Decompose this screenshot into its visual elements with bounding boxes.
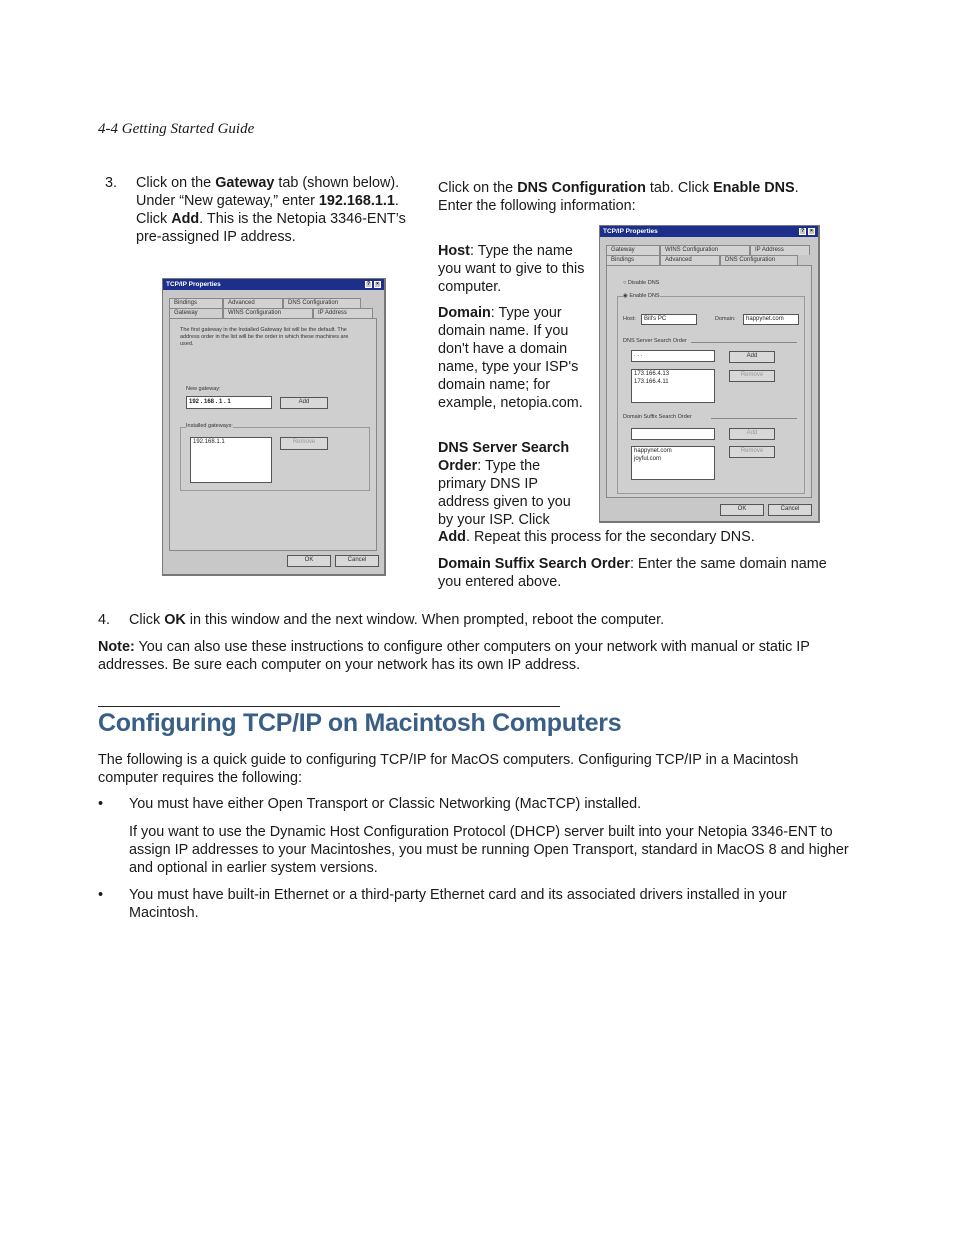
dns-dialog-screenshot <box>599 225 820 523</box>
domain-suffix-paragraph: Domain Suffix Search Order: Enter the same domain name you entered above. <box>438 556 827 590</box>
installed-gateways-list: 192.168.1.1 <box>190 437 272 483</box>
new-gateway-input: 192 . 168 . 1 . 1 <box>186 396 272 409</box>
remove-button-suffix: Remove <box>729 446 775 458</box>
dialog-title-bar: TCP/IP Properties ? × <box>163 279 384 290</box>
section-intro: The following is a quick guide to configuring TCP/IP for MacOS computers. Configuring TCP/IP in a Macintosh computer requires the following: <box>98 752 799 786</box>
note-paragraph: Note: You can also use these instructions to configure other computers on your network with manual or static IP addresses. Be sure each computer on your network has its own IP address. <box>98 639 810 673</box>
bullet-marker: • <box>98 796 104 812</box>
new-gateway-label: New gateway: <box>186 386 221 392</box>
bullet-marker: • <box>98 887 104 903</box>
dns-tab-pane <box>606 265 812 498</box>
gateway-tab-pane <box>169 318 377 551</box>
dns-server-input: . . . <box>631 350 715 362</box>
dns-server-order-label: DNS Server Search Order <box>623 338 690 345</box>
dns-server-order-paragraph: DNS Server Search Order: Type the primary DNS IP address given to you by your ISP. Click <box>438 440 571 528</box>
cancel-button: Cancel <box>335 555 379 567</box>
close-icon: × <box>808 228 815 235</box>
add-button-disabled: Add <box>729 428 775 440</box>
step-4-text: Click OK in this window and the next window. When prompted, reboot the computer. <box>129 612 665 628</box>
domain-suffix-label: Domain Suffix Search Order <box>623 414 695 421</box>
installed-gateways-label: Installed gateways: <box>186 423 233 429</box>
ok-button: OK <box>287 555 331 567</box>
host-input: Bill's PC <box>641 314 697 325</box>
remove-button: Remove <box>729 370 775 382</box>
running-head: 4-4 Getting Started Guide <box>98 121 255 137</box>
divider <box>691 342 797 343</box>
gateway-description: The first gateway in the Installed Gateway list will be the default. The address order in the list will be the order in which these machines are used. <box>180 327 349 347</box>
dialog-title-bar: TCP/IP Properties ? × <box>600 226 818 237</box>
help-icon: ? <box>800 228 805 234</box>
bullet-2: You must have built-in Ethernet or a third-party Ethernet card and its associated drivers installed in your Macintosh. <box>129 887 787 921</box>
dns-server-list: 173.166.4.13 173.166.4.11 <box>631 369 715 403</box>
bullet-1-sub: If you want to use the Dynamic Host Configuration Protocol (DHCP) server built into your Netopia 3346-ENT to assign IP addresses to your Macintoshes, you must be running Open Transport, standard in MacOS 8 and higher and optional in earlier system versions. <box>129 824 849 876</box>
tab-row-top: Gateway WINS Configuration IP Address <box>606 245 810 255</box>
tab-row-top: Bindings Advanced DNS Configuration <box>169 298 361 308</box>
add-button: Add <box>729 351 775 363</box>
step-3-number: 3. <box>105 175 118 191</box>
dns-server-order-continued: Add. Repeat this process for the secondary DNS. <box>438 529 755 545</box>
enable-dns-radio: ◉ Enable DNS <box>623 293 660 299</box>
domain-input: happynet.com <box>743 314 799 325</box>
disable-dns-radio: ○ Disable DNS <box>623 280 660 286</box>
tab-row-bottom: Gateway WINS Configuration IP Address <box>169 308 373 318</box>
domain-label: Domain: <box>715 316 736 322</box>
gateway-dialog-screenshot <box>162 278 386 576</box>
step-4-number: 4. <box>98 612 111 628</box>
step-3-text: Click on the Gateway tab (shown below). Under “New gateway,” enter 192.168.1.1. Click Add. This is the Netopia 3346-ENT’s pre-assigned IP address. <box>136 175 406 245</box>
domain-paragraph: Domain: Type your domain name. If you don't have a domain name, type your ISP's domain name; for example, netopia.com. <box>438 305 583 411</box>
domain-suffix-list: happynet.com joyful.com <box>631 446 715 480</box>
close-icon: × <box>374 281 381 288</box>
help-icon: ? <box>366 281 371 287</box>
host-label: Host: <box>623 316 636 322</box>
host-paragraph: Host: Type the name you want to give to this computer. <box>438 243 585 295</box>
divider <box>711 418 797 419</box>
tab-row-bottom: Bindings Advanced DNS Configuration <box>606 255 798 265</box>
cancel-button: Cancel <box>768 504 812 516</box>
domain-suffix-input <box>631 428 715 440</box>
bullet-1: You must have either Open Transport or Classic Networking (MacTCP) installed. <box>129 796 642 812</box>
section-heading: Configuring TCP/IP on Macintosh Computers <box>98 709 622 737</box>
ok-button: OK <box>720 504 764 516</box>
remove-button: Remove <box>280 437 328 450</box>
dns-intro: Click on the DNS Configuration tab. Click Enable DNS. Enter the following information: <box>438 180 799 214</box>
add-button: Add <box>280 397 328 409</box>
